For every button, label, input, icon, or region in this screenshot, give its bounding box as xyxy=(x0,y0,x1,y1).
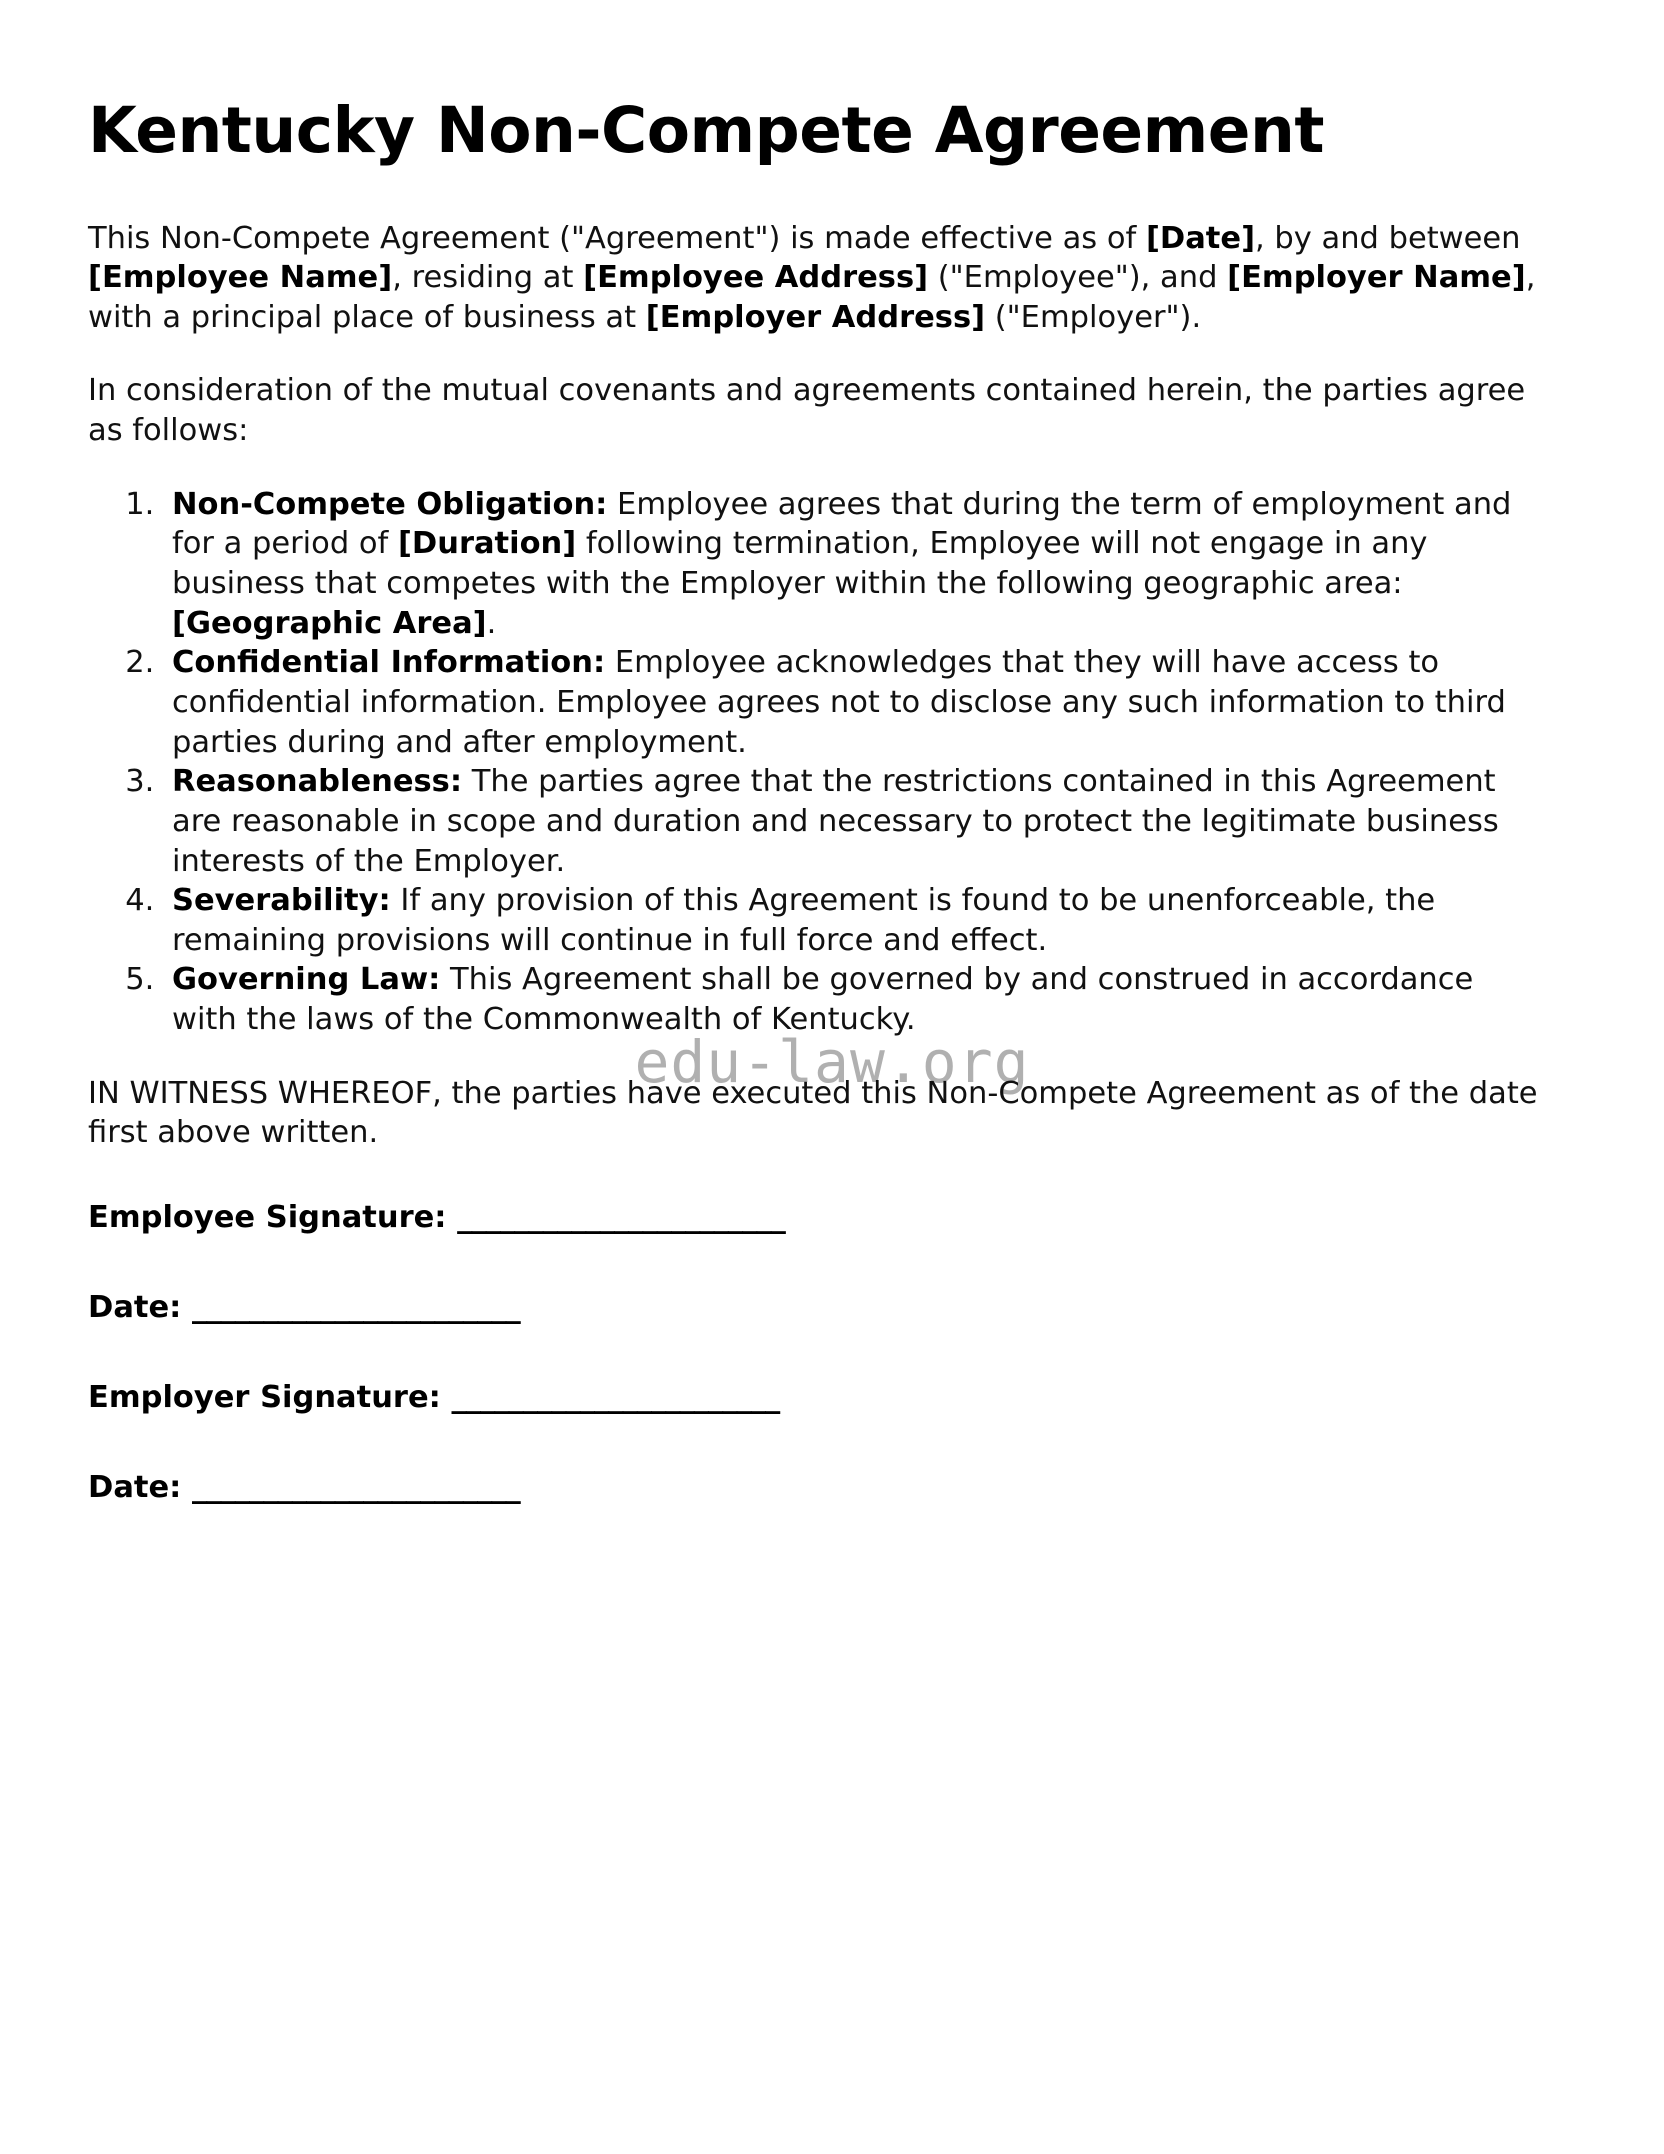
employee-signature-label: Employee Signature: xyxy=(88,1200,447,1235)
intro-text-a: This Non-Compete Agreement ("Agreement") is made effective as of xyxy=(88,220,1146,256)
clause-list xyxy=(88,485,1538,1040)
employer-signature-label: Employer Signature: xyxy=(88,1380,441,1416)
placeholder-employer-address: [Employer Address] xyxy=(645,299,986,335)
clause-heading: Governing Law: xyxy=(172,962,441,998)
placeholder-duration: [Duration] xyxy=(397,526,577,562)
intro-text-b: , by and between xyxy=(1255,220,1521,256)
employee-signature-field[interactable] xyxy=(88,1199,1538,1237)
intro-text-f: ("Employer"). xyxy=(985,299,1202,335)
clause-heading: Non-Compete Obligation: xyxy=(172,486,608,522)
list-item xyxy=(164,881,1538,960)
employer-date-label: Date: xyxy=(88,1470,182,1506)
placeholder-employer-name: [Employer Name] xyxy=(1227,260,1526,296)
employer-signature-field[interactable] xyxy=(88,1379,1538,1417)
document-content xyxy=(88,96,1538,1560)
employer-date-field[interactable] xyxy=(88,1469,1538,1507)
clause-text-c: following termination, Employee will not engage in any business that competes with the Employer within the following geographic area: xyxy=(172,526,1428,602)
clause-text-e: . xyxy=(486,605,497,641)
intro-paragraph-consideration: In consideration of the mutual covenants and agreements contained herein, the parties agree as follows: xyxy=(88,373,1526,449)
witness-paragraph: IN WITNESS WHEREOF, the parties have executed this Non-Compete Agreement as of the date first above written. xyxy=(88,1075,1538,1151)
clause-text-a: Employee agrees that during the term of employment and for a period of xyxy=(172,486,1512,562)
placeholder-employee-address: [Employee Address] xyxy=(583,260,929,296)
intro-text-d: ("Employee"), and xyxy=(928,260,1228,296)
placeholder-date: [Date] xyxy=(1145,220,1256,256)
intro-paragraph-parties xyxy=(88,219,1538,338)
employee-date-field[interactable] xyxy=(88,1289,1538,1327)
clause-heading: Severability: xyxy=(172,883,391,919)
list-item xyxy=(164,485,1538,644)
watermark-edu-law-org: edu-law.org xyxy=(634,1028,1030,1096)
clause-text-a: If any provision of this Agreement is found to be unenforceable, the remaining provisions will continue in full force and effect. xyxy=(172,883,1436,958)
employee-date-rule[interactable]: _______________________ xyxy=(192,1290,520,1326)
clause-text-a: This Agreement shall be governed by and construed in accordance with the laws of the Commonwealth of Kentucky. xyxy=(172,962,1474,1038)
placeholder-geographic-area: [Geographic Area] xyxy=(172,605,487,641)
clause-heading: Confidential Information: xyxy=(172,645,606,681)
intro-text-c: , residing at xyxy=(392,260,584,296)
placeholder-employee-name: [Employee Name] xyxy=(88,260,393,296)
list-item xyxy=(164,643,1538,762)
list-item xyxy=(164,762,1538,881)
signature-block xyxy=(88,1199,1538,1508)
employer-date-rule[interactable]: _______________________ xyxy=(192,1470,520,1506)
list-item xyxy=(164,960,1538,1039)
intro-text-e: , with a principal place of business at xyxy=(88,260,1536,335)
employee-date-label: Date: xyxy=(88,1290,182,1326)
employee-signature-rule[interactable]: _______________________ xyxy=(457,1200,785,1235)
page-title: Kentucky Non-Compete Agreement xyxy=(88,94,1324,167)
clause-text-a: The parties agree that the restrictions contained in this Agreement are reasonable in scope and duration and necessary to protect the legitimate business interests of the Employer. xyxy=(172,764,1499,879)
employer-signature-rule[interactable]: _______________________ xyxy=(451,1380,780,1416)
clause-heading: Reasonableness: xyxy=(172,764,463,800)
clause-text-a: Employee acknowledges that they will have access to confidential information. Employee agrees not to disclose any such information to third parties during and after employment. xyxy=(172,645,1506,760)
